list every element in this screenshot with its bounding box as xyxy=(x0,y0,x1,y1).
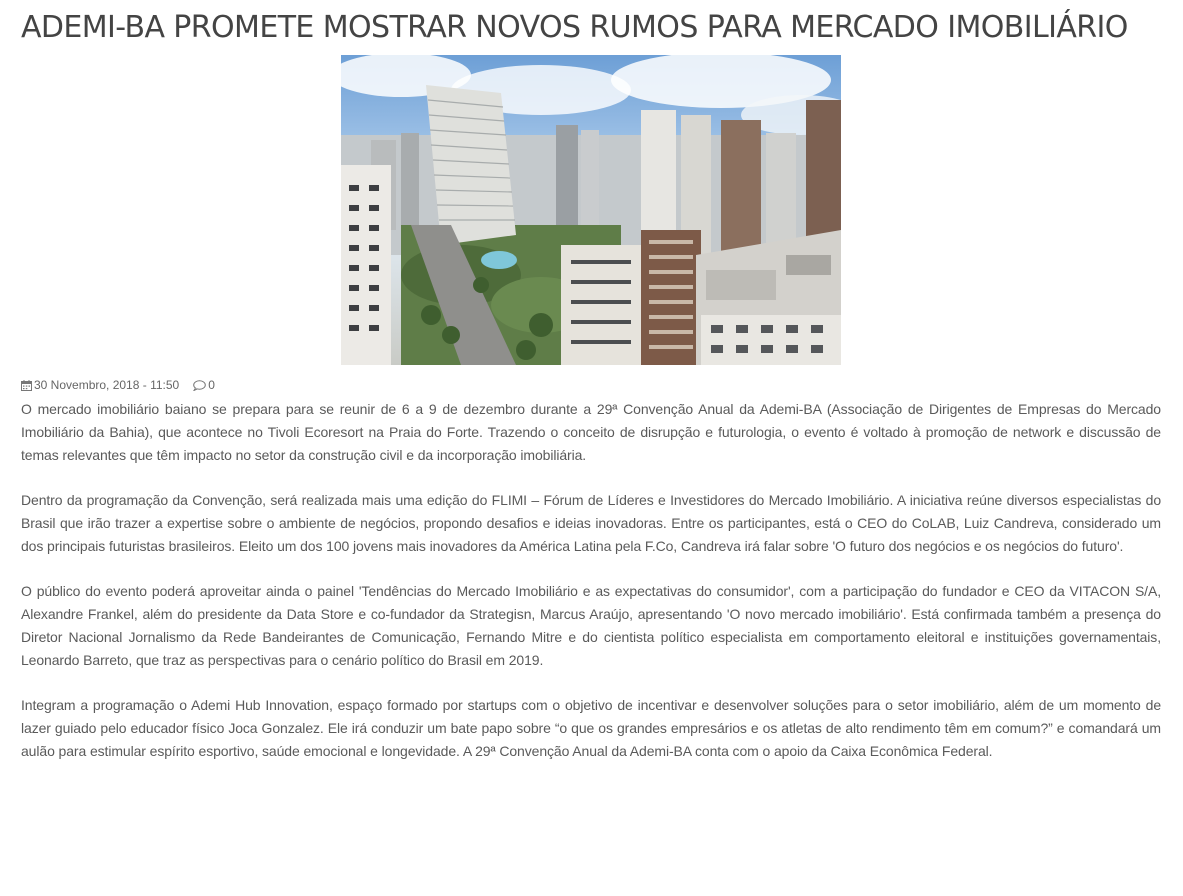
article-paragraph-2: Dentro da programação da Convenção, será realizada mais uma edição do FLIMI – Fórum de Líderes e Investidores do Mercado Imobiliário. A iniciativa reúne diversos especialistas do Brasil que irão trazer a expertise sobre o ambiente de negócios, propondo desafios e ideias inovadoras. Entre os participantes, está o CEO do CoLAB, Luiz Candreva, considerado um dos principais futuristas brasileiros. Eleito um dos 100 jovens mais inovadores da América Latina pela F.Co, Candreva irá falar sobre 'O futuro dos negócios e os negócios do futuro'. xyxy=(21,492,1161,554)
article xyxy=(21,0,1161,785)
calendar-icon xyxy=(21,380,32,391)
article-image xyxy=(341,55,841,365)
article-meta xyxy=(21,377,1161,393)
article-paragraph-1: O mercado imobiliário baiano se prepara para se reunir de 6 a 9 de dezembro durante a 29ª Convenção Anual da Ademi-BA (Associação de Dirigentes de Empresas do Mercado Imobiliário da Bahia), que acontece no Tivoli Ecoresort na Praia do Forte. Trazendo o conceito de disrupção e futurologia, o evento é voltado à promoção de network e discussão de temas relevantes que têm impacto no setor da construção civil e da incorporação imobiliária. xyxy=(21,401,1161,463)
article-title: ADEMI-BA PROMETE MOSTRAR NOVOS RUMOS PARA MERCADO IMOBILIÁRIO xyxy=(21,10,1128,45)
article-date: 30 Novembro, 2018 - 11:50 xyxy=(34,378,180,392)
city-skyline-photo xyxy=(341,55,841,365)
article-body xyxy=(21,398,1161,763)
comment-icon[interactable] xyxy=(193,380,206,391)
comment-count[interactable]: 0 xyxy=(208,378,215,392)
article-paragraph-4: Integram a programação o Ademi Hub Innovation, espaço formado por startups com o objetivo de incentivar e desenvolver soluções para o setor imobiliário, além de um momento de lazer guiado pelo educador físico Joca Gonzalez. Ele irá conduzir um bate papo sobre “o que os grandes empresários e os atletas de alto rendimento têm em comum?” e comandará um aulão para estimular espírito esportivo, saúde emocional e longevidade. A 29ª Convenção Anual da Ademi-BA conta com o apoio da Caixa Econômica Federal. xyxy=(21,697,1161,759)
article-paragraph-3: O público do evento poderá aproveitar ainda o painel 'Tendências do Mercado Imobiliário e as expectativas do consumidor', com a participação do fundador e CEO da VITACON S/A, Alexandre Frankel, além do presidente da Data Store e co-fundador da Strategisn, Marcus Araújo, apresentando 'O novo mercado imobiliário'. Está confirmada também a presença do Diretor Nacional Jornalismo da Rede Bandeirantes de Comunicação, Fernando Mitre e do cientista político especialista em comportamento eleitoral e instituições governamentais, Leonardo Barreto, que traz as perspectivas para o cenário político do Brasil em 2019. xyxy=(21,583,1161,668)
